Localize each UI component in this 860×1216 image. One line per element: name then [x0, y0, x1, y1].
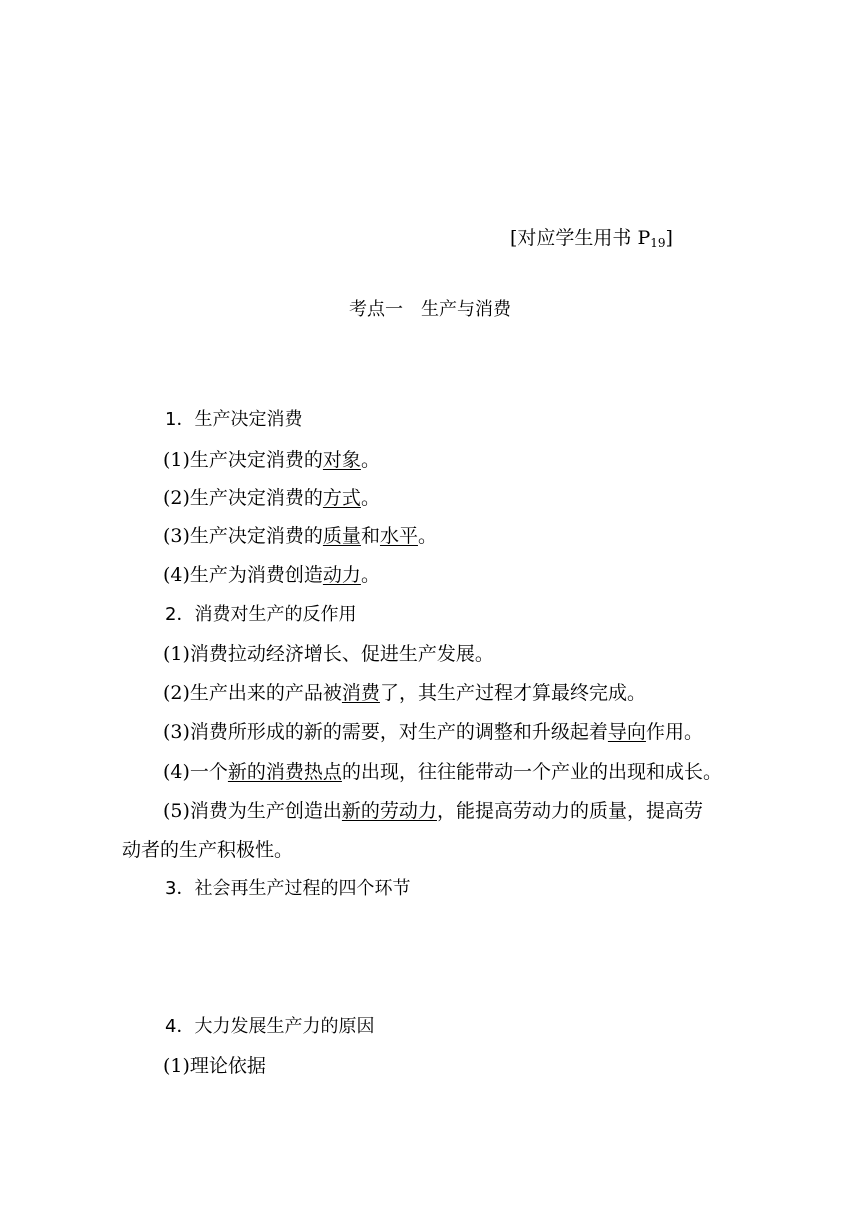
text: 。 — [360, 487, 380, 509]
text: 的出现，往往能带动一个产业的出现和成长。 — [341, 761, 722, 783]
paragraph-1-2 — [163, 486, 380, 510]
paragraph-2-4 — [163, 760, 722, 784]
text: 。 — [417, 525, 437, 547]
text: (4)一个 — [163, 761, 228, 783]
underlined-answer: 新的劳动力 — [341, 800, 437, 822]
text: (2)生产决定消费的 — [163, 487, 323, 509]
heading-2: 2．消费对生产的反作用 — [165, 604, 357, 625]
paragraph-1-4 — [163, 563, 380, 587]
underlined-answer: 水平 — [379, 525, 418, 547]
text: 作用。 — [645, 721, 703, 743]
text: (4)生产为消费创造 — [163, 564, 323, 586]
paragraph-2-5 — [163, 799, 703, 823]
paragraph-1-3 — [163, 524, 437, 548]
underlined-answer: 消费 — [341, 682, 380, 704]
text: (3)生产决定消费的 — [163, 525, 323, 547]
reference-prefix: [对应学生用书 P — [510, 227, 651, 249]
text: 了，其生产过程才算最终完成。 — [379, 682, 646, 704]
reference-suffix: ] — [665, 227, 673, 249]
paragraph-1-1 — [163, 448, 380, 472]
underlined-answer: 动力 — [322, 564, 361, 586]
paragraph-2-2 — [163, 681, 646, 705]
text: 。 — [360, 449, 380, 471]
underlined-answer: 质量 — [322, 525, 361, 547]
section-title: 考点一 生产与消费 — [349, 299, 511, 320]
textbook-reference — [510, 226, 673, 255]
heading-3: 3．社会再生产过程的四个环节 — [165, 878, 411, 899]
underlined-answer: 方式 — [322, 487, 361, 509]
heading-1: 1．生产决定消费 — [165, 409, 303, 430]
reference-page-number: 19 — [650, 236, 666, 250]
text: 和 — [360, 525, 380, 547]
text: (1)生产决定消费的 — [163, 449, 323, 471]
paragraph-2-1: (1)消费拉动经济增长、促进生产发展。 — [163, 643, 494, 665]
underlined-answer: 对象 — [322, 449, 361, 471]
paragraph-2-3 — [163, 720, 703, 744]
text: (5)消费为生产创造出 — [163, 800, 342, 822]
text: (3)消费所形成的新的需要，对生产的调整和升级起着 — [163, 721, 608, 743]
text: ，能提高劳动力的质量，提高劳 — [436, 800, 703, 822]
paragraph-2-5-continuation: 动者的生产积极性。 — [122, 839, 294, 861]
heading-4: 4．大力发展生产力的原因 — [165, 1016, 375, 1037]
text: (2)生产出来的产品被 — [163, 682, 342, 704]
text: 。 — [360, 564, 380, 586]
paragraph-4-1: (1)理论依据 — [163, 1055, 266, 1077]
underlined-answer: 导向 — [607, 721, 646, 743]
underlined-answer: 新的消费热点 — [227, 761, 342, 783]
